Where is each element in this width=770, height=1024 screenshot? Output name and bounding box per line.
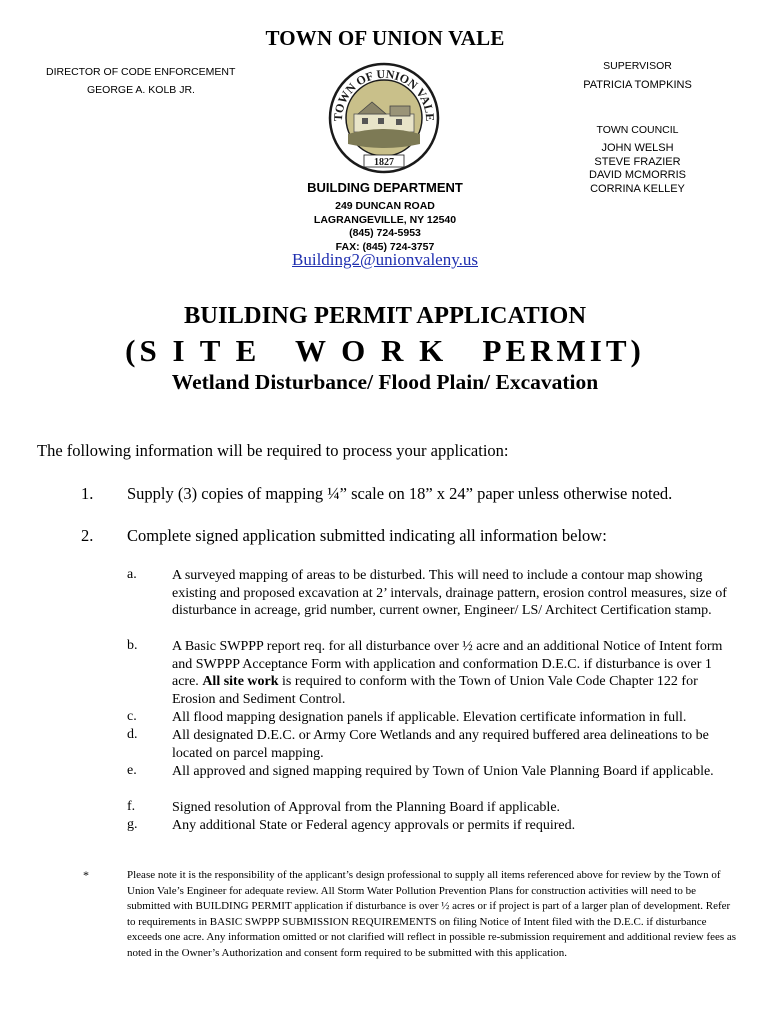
department-email-link[interactable]: Building2@unionvaleny.us (292, 250, 478, 269)
subitem-text-part: is required to conform with the Town of Union Vale Code Chapter 122 for Erosion and Sediment Control. (172, 674, 698, 707)
subitem-letter: e. (127, 763, 137, 778)
council-title: TOWN COUNCIL (596, 124, 679, 136)
subitem-text: Any additional State or Federal agency approvals or permits if required. (172, 818, 576, 833)
subitem-text-part: A Basic SWPPP report req. for all disturbance over ½ acre and an additional Notice of Intent form and SWPPP Acceptance Form with application and conformation D.E.C. if disturbance is over 1 acre. (172, 639, 723, 690)
subitem-letter: a. (127, 567, 137, 582)
subitem-letter: b. (127, 638, 138, 653)
director-title: DIRECTOR OF CODE ENFORCEMENT (46, 66, 236, 78)
item-text: Supply (3) copies of mapping ¼” scale on 18” x 24” paper unless otherwise noted. (127, 484, 673, 503)
item-number: 2. (81, 526, 94, 545)
address-line: (845) 724-5953 (349, 227, 421, 240)
address-line: FAX: (845) 724-3757 (335, 241, 435, 254)
intro-text: The following information will be required to process your application: (37, 441, 509, 460)
department-name: BUILDING DEPARTMENT (307, 180, 463, 195)
subitem-letter: g. (127, 817, 138, 832)
subitem-text: All designated D.E.C. or Army Core Wetlands and any required buffered area delineations to be located on parcel mapping. (172, 728, 709, 761)
seal-year: 1827 (374, 157, 394, 168)
subitem-letter: c. (127, 709, 137, 724)
council-member: DAVID MCMORRIS (589, 169, 686, 182)
seal-arc-text: TOWN OF UNION VALE (330, 66, 438, 122)
review-note: Please note it is the responsibility of the applicant’s design professional to supply all items referenced above for review by the Town of Union Vale’s Engineer for adequate review. All Storm Water Pollution Prevention Plans for construction activities will need to be submitted with BUILDING PERMIT application if disturbance is over ½ acres or if project is part of a larger plan of development. Refer to requirements in BASIC SWPPP SUBMISSION REQUIREMENTS on filing Notice of Intent filed with the D.E.C. if disturbance exceeds one acre. Any information omitted or not clarified will reflect in possible re-submission requirement and additional review fees as noted in the Owner’s Authorization and consent form required to be submitted with this application. (127, 869, 737, 959)
form-title: BUILDING PERMIT APPLICATION (183, 302, 587, 329)
address-line: LAGRANGEVILLE, NY 12540 (313, 213, 457, 226)
subitem-letter: d. (127, 727, 138, 742)
director-name: GEORGE A. KOLB JR. (87, 84, 195, 96)
form-subtitle: (S I T E W O R K PERMIT) (125, 333, 645, 368)
supervisor-name: PATRICIA TOMPKINS (583, 79, 692, 91)
address-line: 249 DUNCAN ROAD (335, 200, 435, 212)
subitem-text (172, 638, 742, 708)
item-text: Complete signed application submitted indicating all information below: (127, 526, 607, 545)
town-title: TOWN OF UNION VALE (265, 26, 505, 50)
subitem-text: Signed resolution of Approval from the Planning Board if applicable. (172, 800, 561, 815)
subitem-text-bold: All site work (202, 674, 279, 690)
department-address (0, 200, 770, 255)
council-member: CORRINA KELLEY (590, 182, 685, 195)
form-scope: Wetland Disturbance/ Flood Plain/ Excavation (171, 370, 599, 394)
note-asterisk: * (83, 868, 89, 882)
council-member: STEVE FRAZIER (594, 155, 681, 168)
subitem-text: All approved and signed mapping required by Town of Union Vale Planning Board if applicable. (172, 764, 714, 779)
subitem-letter: f. (127, 799, 136, 814)
item-number: 1. (81, 484, 94, 503)
town-seal-logo (328, 62, 440, 174)
director-block (46, 63, 235, 99)
subitem-text: A surveyed mapping of areas to be disturbed. This will need to include a contour map showing existing and proposed excavation at 2’ intervals, drainage pattern, erosion control measures, size of disturbance in acreage, grid number, current owner, Engineer/ LS/ Architect Certification stamp. (172, 568, 727, 619)
supervisor-title: SUPERVISOR (603, 60, 672, 72)
council-member: JOHN WELSH (601, 142, 674, 154)
subitem-text: All flood mapping designation panels if applicable. Elevation certificate information in full. (172, 710, 687, 725)
